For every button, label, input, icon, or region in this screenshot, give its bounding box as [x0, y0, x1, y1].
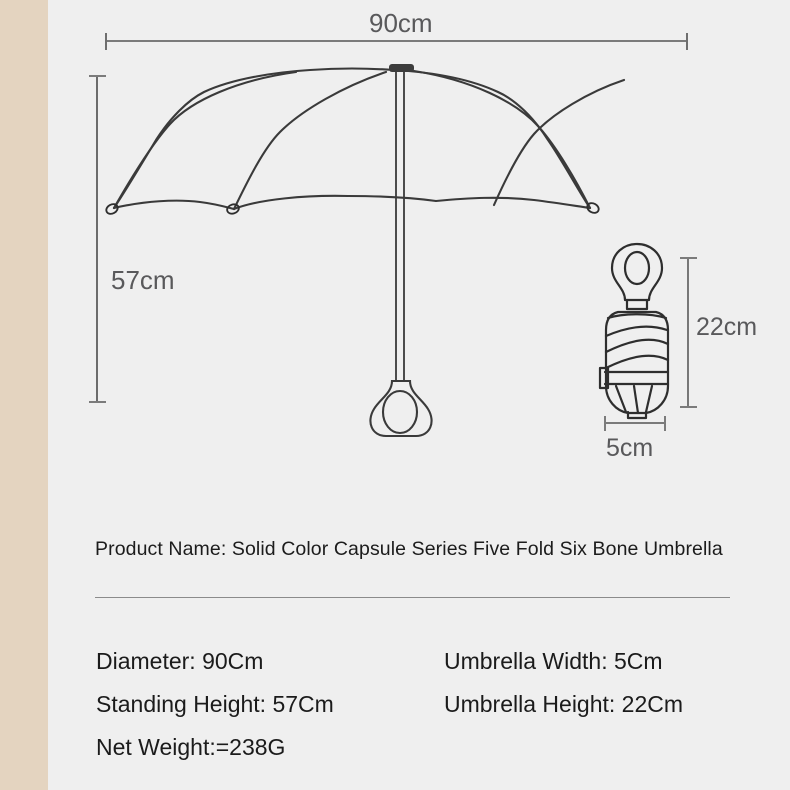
dimension-line-height-57 — [89, 75, 106, 403]
umbrella-diagram — [48, 0, 790, 500]
umbrella-handle — [370, 381, 431, 436]
dimension-label-5cm: 5cm — [606, 434, 654, 462]
spec-standing-height: Standing Height: 57Cm — [96, 691, 334, 717]
umbrella-shaft — [396, 72, 404, 382]
spec-net-weight: Net Weight:=238G — [96, 734, 286, 760]
spec-column-left — [96, 640, 334, 769]
product-name-line: Product Name: Solid Color Capsule Series Five Fold Six Bone Umbrella — [95, 538, 723, 560]
dimension-label-90cm: 90cm — [369, 8, 433, 38]
spec-umbrella-width: Umbrella Width: 5Cm — [444, 648, 663, 674]
folded-umbrella-drawing — [600, 244, 668, 418]
dimension-line-height-22 — [680, 258, 697, 407]
main-content-panel — [48, 0, 790, 790]
dimension-label-57cm: 57cm — [111, 265, 175, 295]
section-divider — [95, 597, 730, 598]
spec-diameter: Diameter: 90Cm — [96, 648, 264, 674]
canopy-rib-tips — [105, 201, 601, 216]
dimension-label-22cm: 22cm — [696, 313, 758, 341]
canopy-finial — [389, 64, 414, 72]
open-umbrella-drawing — [114, 69, 624, 210]
spec-column-right — [444, 640, 683, 726]
left-accent-strip — [0, 0, 48, 790]
specifications-section — [48, 640, 790, 780]
spec-umbrella-height: Umbrella Height: 22Cm — [444, 691, 684, 717]
